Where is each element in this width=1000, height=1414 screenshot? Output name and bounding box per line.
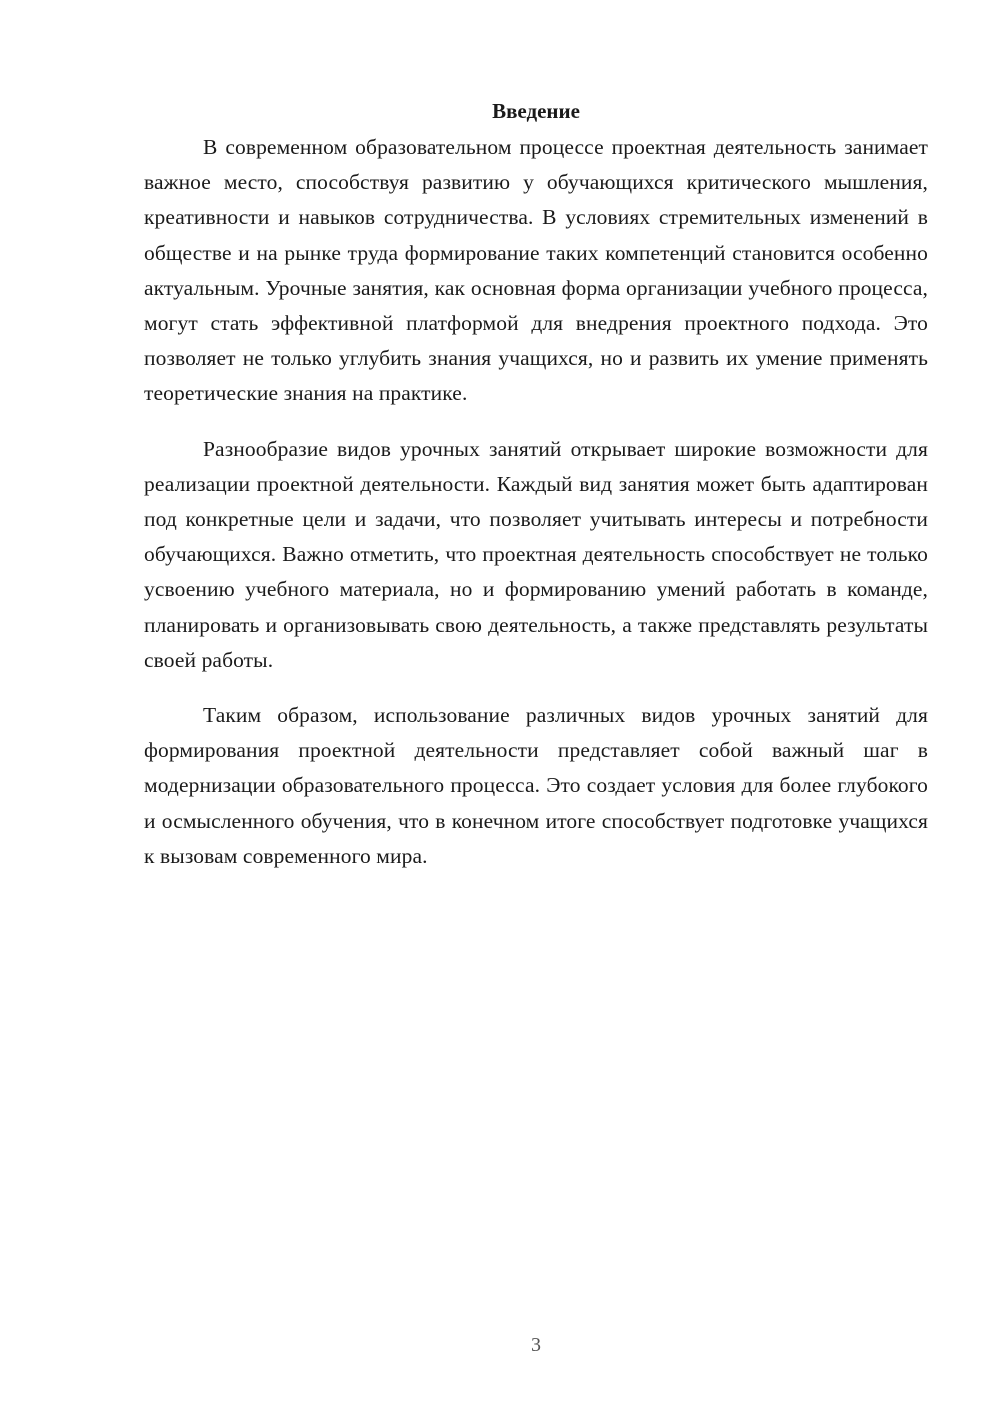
page-number: 3 xyxy=(531,1334,541,1356)
section-title: Введение xyxy=(492,99,580,123)
paragraph-2: Разнообразие видов урочных занятий открывает широкие возможности для реализации проектной деятельности. Каждый вид занятия может быть адаптирован под конкретные цели и задачи, что позволяет учитывать интересы и потребности обучающихся. Важно отметить, что проектная деятельность способствует не только усвоению учебного материала, но и формированию умений работать в команде, планировать и организовывать свою деятельность, а также представлять результаты своей работы. xyxy=(144,436,928,672)
paragraph-3: Таким образом, использование различных видов урочных занятий для формирования проектной деятельности представляет собой важный шаг в модернизации образовательного процесса. Это создает условия для более глубокого и осмысленного обучения, что в конечном итоге способствует подготовке учащихся к вызовам современного мира. xyxy=(144,703,928,868)
paragraph-1: В современном образовательном процессе проектная деятельность занимает важное место, способствуя развитию у обучающихся критического мышления, креативности и навыков сотрудничества. В условиях стремительных изменений в обществе и на рынке труда формирование таких компетенций становится особенно актуальным. Урочные занятия, как основная форма организации учебного процесса, могут стать эффективной платформой для внедрения проектного подхода. Это позволяет не только углубить знания учащихся, но и развить их умение применять теоретические знания на практике. xyxy=(144,135,928,406)
document-body xyxy=(144,96,928,894)
